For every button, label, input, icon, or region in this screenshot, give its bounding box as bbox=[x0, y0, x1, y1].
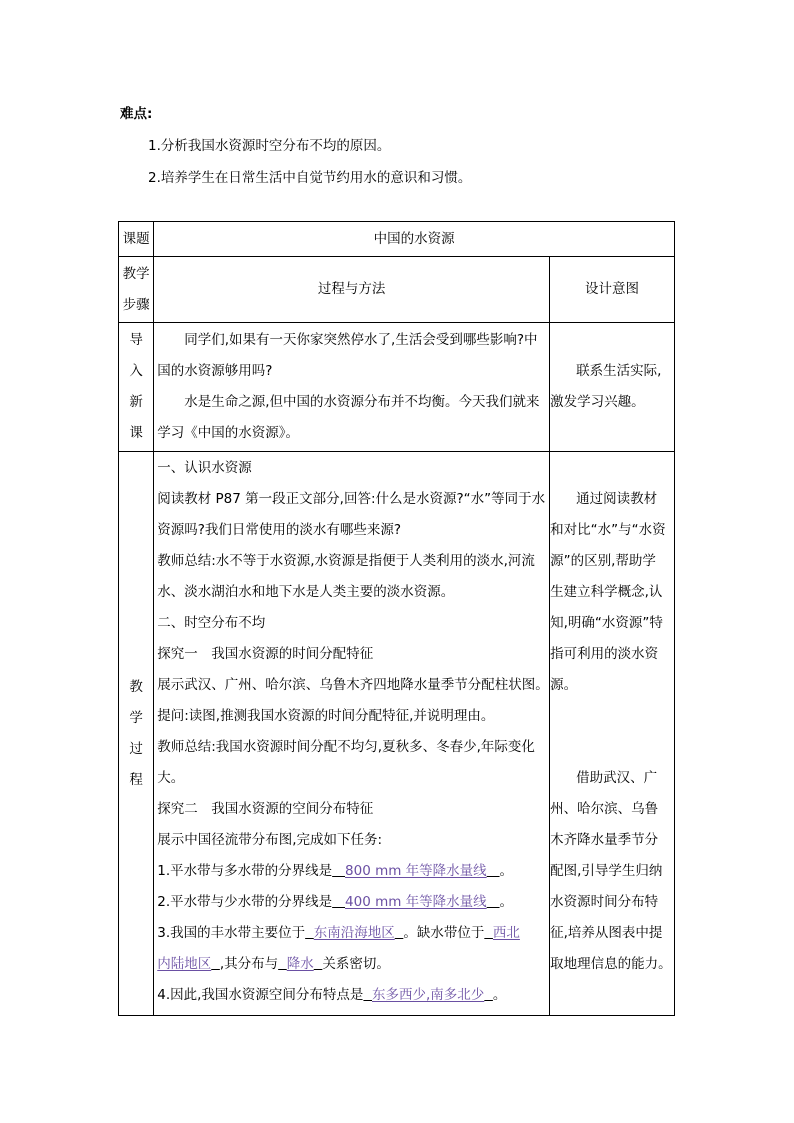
header-row bbox=[119, 257, 675, 323]
task-2-answer: 400 mm 年等降水量线 bbox=[345, 894, 487, 910]
intro-design: 联系生活实际, 激发学习兴趣。 bbox=[550, 323, 675, 452]
process-design: 通过阅读教材 和对比“水”与“水资 源”的区别,帮助学 生建立科学概念,认 知,明确“水资源”特 指可利用的淡水资 源。 借助武汉、广 州、哈尔滨、乌鲁 木齐降水量季节分 配图,引导学生归纳 水资源时间分布特 征,培养从图表中提 取地理信息的能力。 bbox=[550, 452, 675, 1016]
process-row bbox=[119, 452, 675, 1016]
intro-row bbox=[119, 323, 675, 452]
task-3-answer-2b: 内陆地区 bbox=[157, 956, 212, 972]
process-content: 一、认识水资源 阅读教材 P87 第一段正文部分,回答:什么是水资源?“水”等同于水 资源吗?我们日常使用的淡水有哪些来源? 教师总结:水不等于水资源,水资源是指便于人类利用的淡水,河流 水、淡水湖泊水和地下水是人类主要的淡水资源。 二、时空分布不均 探究一 我国水资源的时间分配特征 展示武汉、广州、哈尔滨、乌鲁木齐四地降水量季节分配柱状图。 提问:读图,推测我国水资源的时间分配特征,并说明理由。 教师总结:我国水资源时间分配不均匀,夏秋多、冬春少,年际变化 大。 探究二 我国水资源的空间分布特征 展示中国径流带分布图,完成如下任务: 1.平水带与多水带的分界线是 800 mm 年等降水量线 。 2.平水带与少水带的分界线是 400 mm 年等降水量线 。 3.我国的丰水带主要位于 东南沿海地区 。缺水带位于 西北 内陆地区 ,其分布与 降水 关系密切。 4.因此,我国水资源空间分布特点是 东多西少,南多北少 。 bbox=[154, 452, 550, 1016]
task-4: 4.因此,我国水资源空间分布特点是 东多西少,南多北少 。 bbox=[157, 987, 507, 1003]
difficulty-heading: 难点: bbox=[120, 106, 153, 122]
process-header: 过程与方法 bbox=[154, 257, 550, 323]
task-3-answer-1: 东南沿海地区 bbox=[313, 925, 395, 941]
section-title-2: 二、时空分布不均 bbox=[157, 615, 266, 631]
task-2: 2.平水带与少水带的分界线是 400 mm 年等降水量线 。 bbox=[157, 894, 514, 910]
task-3-answer-2a: 西北 bbox=[492, 925, 520, 941]
task-3-answer-3: 降水 bbox=[286, 956, 314, 972]
task-4-answer: 东多西少,南多北少 bbox=[372, 987, 485, 1003]
task-3: 3.我国的丰水带主要位于 东南沿海地区 。缺水带位于 西北 bbox=[157, 925, 520, 941]
task-3-cont: 内陆地区 ,其分布与 降水 关系密切。 bbox=[157, 956, 390, 972]
process-label: 教 学 过 程 bbox=[119, 452, 154, 1016]
objective-2: 2.培养学生在日常生活中自觉节约用水的意识和习惯。 bbox=[148, 170, 472, 186]
task-1: 1.平水带与多水带的分界线是 800 mm 年等降水量线 。 bbox=[157, 863, 514, 879]
intro-label: 导 入 新 课 bbox=[119, 323, 154, 452]
section-title-1: 一、认识水资源 bbox=[157, 460, 252, 476]
design-header: 设计意图 bbox=[550, 257, 675, 323]
intro-text: 同学们,如果有一天你家突然停水了,生活会受到哪些影响?中 国的水资源够用吗? 水是生命之源,但中国的水资源分布并不均衡。今天我们就来 学习《中国的水资源》。 bbox=[154, 323, 550, 452]
objective-1: 1.分析我国水资源时空分布不均的原因。 bbox=[148, 138, 391, 154]
task-1-answer: 800 mm 年等降水量线 bbox=[345, 863, 487, 879]
steps-label: 教学 步骤 bbox=[119, 257, 154, 323]
topic-label: 课题 bbox=[119, 222, 154, 257]
lesson-plan-table bbox=[118, 221, 675, 1016]
topic-row bbox=[119, 222, 675, 257]
topic-title: 中国的水资源 bbox=[154, 222, 675, 257]
